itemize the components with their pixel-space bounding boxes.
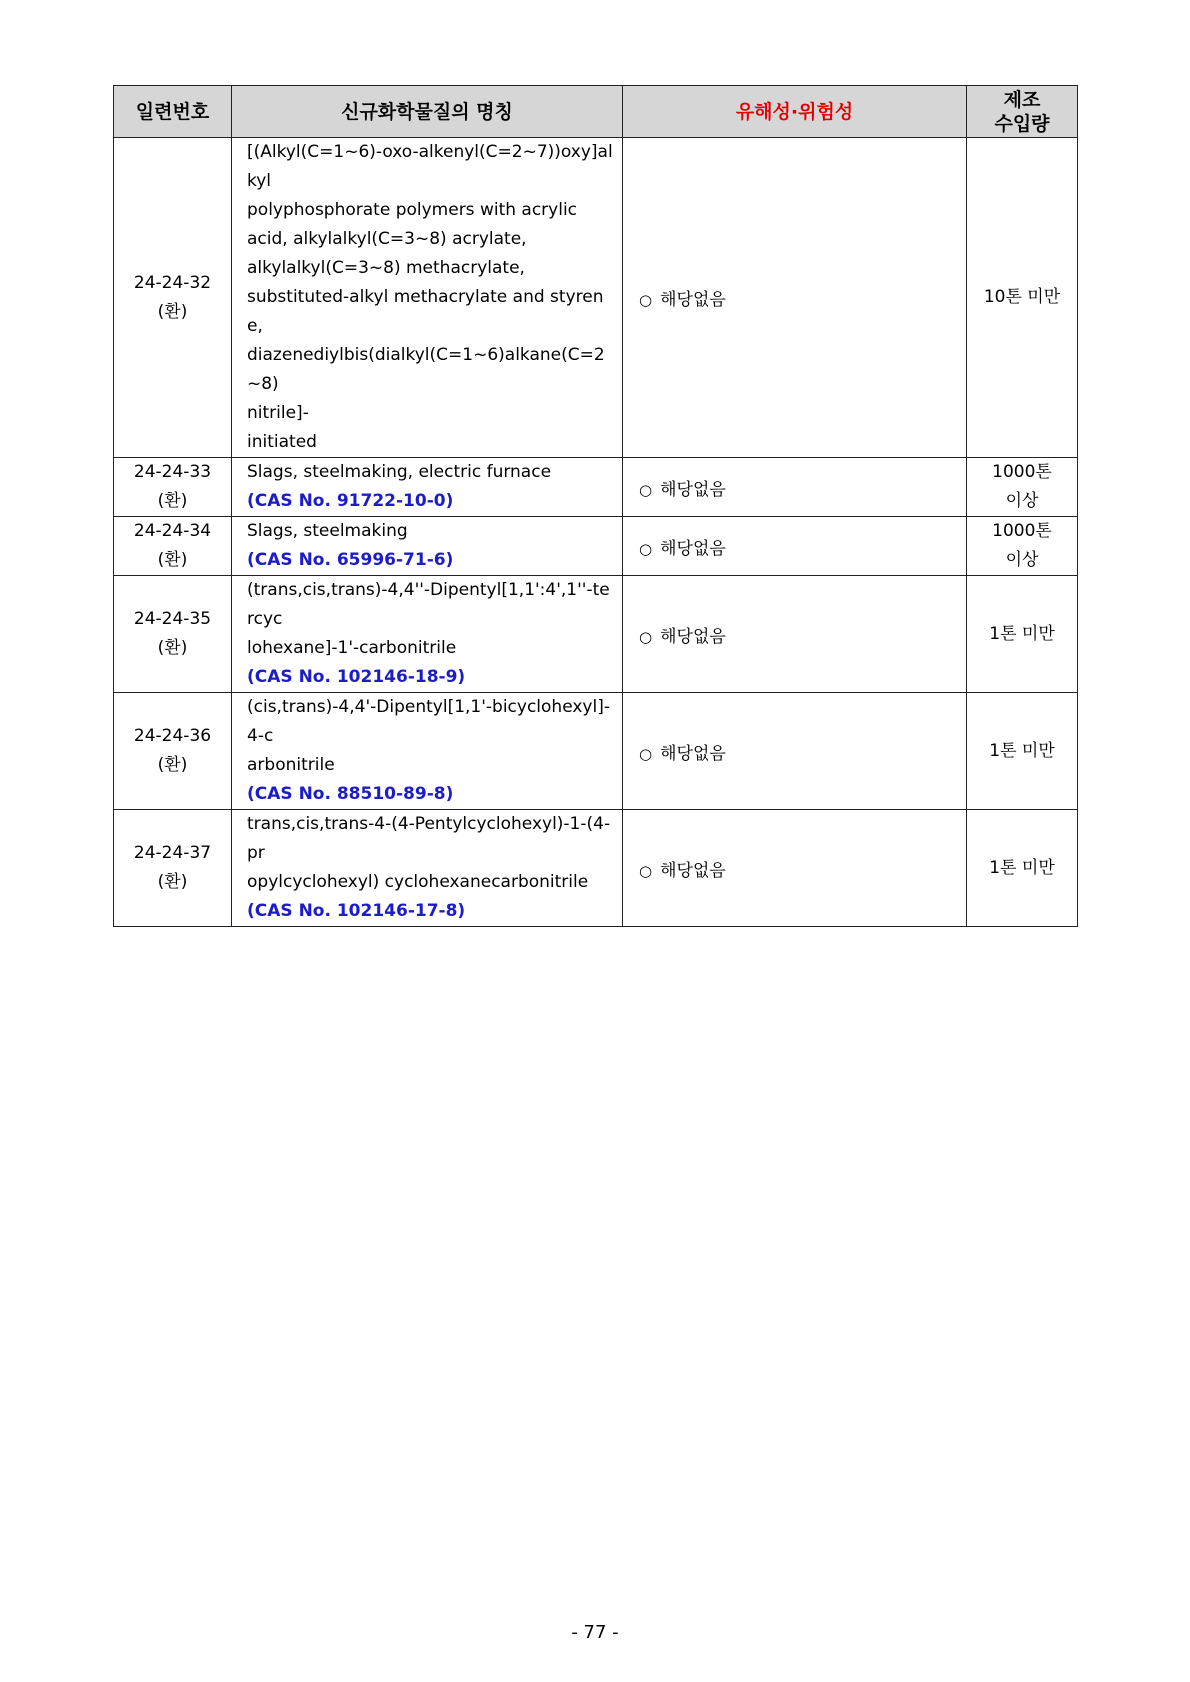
serial-cell: [114, 576, 232, 693]
substance-name-cell: [232, 810, 623, 927]
substance-name-cell: [232, 517, 623, 576]
header-serial: 일련번호: [114, 86, 232, 138]
header-hazard: [623, 86, 967, 138]
hazard-cell: [623, 517, 967, 576]
serial-note: (환): [157, 491, 188, 511]
circle-icon: ○: [639, 539, 653, 558]
quantity-line1: 1톤 미만: [989, 857, 1055, 878]
hazard-cell: [623, 458, 967, 517]
serial-cell: [114, 810, 232, 927]
quantity-cell: [967, 458, 1078, 517]
hazard-text: 해당없음: [660, 479, 726, 500]
serial-note: (환): [157, 872, 188, 892]
quantity-cell: [967, 517, 1078, 576]
substance-name-cell: [232, 576, 623, 693]
serial-number: 24-24-37: [133, 843, 212, 863]
substance-name-line: Slags, steelmaking, electric furnace: [247, 462, 552, 482]
serial-note: (환): [157, 638, 188, 658]
quantity-line2: 이상: [1005, 491, 1039, 511]
serial-note: (환): [157, 550, 188, 570]
table-row: [114, 138, 1078, 458]
header-hazard-label: 유해성·위험성: [735, 100, 854, 123]
substance-name-line: initiated: [247, 432, 317, 452]
page-number: - 77 -: [571, 1622, 619, 1643]
substance-name-cell: [232, 693, 623, 810]
cas-number: (CAS No. 65996-71-6): [247, 550, 454, 570]
serial-cell: [114, 517, 232, 576]
substance-name-cell: [232, 138, 623, 458]
substance-name-line: substituted-alkyl methacrylate and styrene,: [247, 287, 604, 336]
substance-name-line: polyphosphorate polymers with acrylic: [247, 200, 578, 220]
header-quantity-line1: 제조: [1003, 88, 1041, 111]
hazard-text: 해당없음: [660, 626, 726, 647]
table-row: [114, 693, 1078, 810]
circle-icon: ○: [639, 861, 653, 880]
quantity-cell: [967, 576, 1078, 693]
header-quantity: [967, 86, 1078, 138]
substance-name-line: arbonitrile: [247, 755, 335, 775]
serial-number: 24-24-34: [133, 521, 212, 541]
hazard-text: 해당없음: [660, 860, 726, 881]
substance-name-line: diazenediylbis(dialkyl(C=1~6)alkane(C=2~8): [247, 345, 605, 394]
substance-name-line: alkylalkyl(C=3~8) methacrylate,: [247, 258, 525, 278]
substance-name-line: lohexane]-1'-carbonitrile: [247, 638, 457, 658]
serial-number: 24-24-33: [133, 462, 212, 482]
serial-number: 24-24-36: [133, 726, 212, 746]
serial-note: (환): [157, 301, 188, 322]
circle-icon: ○: [639, 291, 653, 309]
substance-name-line: Slags, steelmaking: [247, 521, 408, 541]
hazard-text: 해당없음: [660, 743, 726, 764]
hazard-cell: [623, 138, 967, 458]
cas-number: (CAS No. 102146-18-9): [247, 667, 466, 687]
quantity-line1: 1000톤: [992, 462, 1052, 482]
quantity-line2: 이상: [1005, 550, 1039, 570]
serial-cell: [114, 693, 232, 810]
circle-icon: ○: [639, 744, 653, 763]
cas-number: (CAS No. 88510-89-8): [247, 784, 454, 804]
substance-name-line: (trans,cis,trans)-4,4''-Dipentyl[1,1':4',1''-tercyc: [247, 580, 610, 629]
serial-number: 24-24-32: [133, 272, 212, 293]
quantity-line1: 1톤 미만: [989, 740, 1055, 761]
header-quantity-line2: 수입량: [994, 112, 1050, 135]
header-name: 신규화학물질의 명칭: [232, 86, 623, 138]
table-row: [114, 576, 1078, 693]
quantity-cell: [967, 810, 1078, 927]
substance-name-line: [(Alkyl(C=1~6)-oxo-alkenyl(C=2~7))oxy]alkyl: [247, 142, 613, 191]
table-header-row: [114, 86, 1078, 138]
substance-name-cell: [232, 458, 623, 517]
hazard-text: 해당없음: [660, 538, 726, 559]
hazard-cell: [623, 693, 967, 810]
quantity-cell: [967, 693, 1078, 810]
table-row: [114, 810, 1078, 927]
substance-name-line: (cis,trans)-4,4'-Dipentyl[1,1'-bicyclohexyl]-4-c: [247, 697, 610, 746]
substance-name-line: nitrile]-: [247, 403, 309, 423]
serial-cell: [114, 458, 232, 517]
circle-icon: ○: [639, 627, 653, 646]
hazard-cell: [623, 810, 967, 927]
cas-number: (CAS No. 91722-10-0): [247, 491, 454, 511]
quantity-line1: 1000톤: [992, 521, 1052, 541]
serial-number: 24-24-35: [133, 609, 212, 629]
substance-name-line: trans,cis,trans-4-(4-Pentylcyclohexyl)-1-(4-pr: [247, 814, 611, 863]
hazard-cell: [623, 576, 967, 693]
quantity-cell: [967, 138, 1078, 458]
substance-name-line: opylcyclohexyl) cyclohexanecarbonitrile: [247, 872, 589, 892]
quantity-line1: 10톤 미만: [983, 287, 1061, 307]
serial-cell: [114, 138, 232, 458]
chemical-substance-table: [113, 85, 1078, 927]
table-row: [114, 458, 1078, 517]
circle-icon: ○: [639, 480, 653, 499]
cas-number: (CAS No. 102146-17-8): [247, 901, 466, 921]
table-body: [114, 138, 1078, 927]
table-row: [114, 517, 1078, 576]
serial-note: (환): [157, 755, 188, 775]
substance-name-line: acid, alkylalkyl(C=3~8) acrylate,: [247, 229, 527, 249]
quantity-line1: 1톤 미만: [989, 623, 1055, 644]
hazard-text: 해당없음: [660, 290, 726, 310]
